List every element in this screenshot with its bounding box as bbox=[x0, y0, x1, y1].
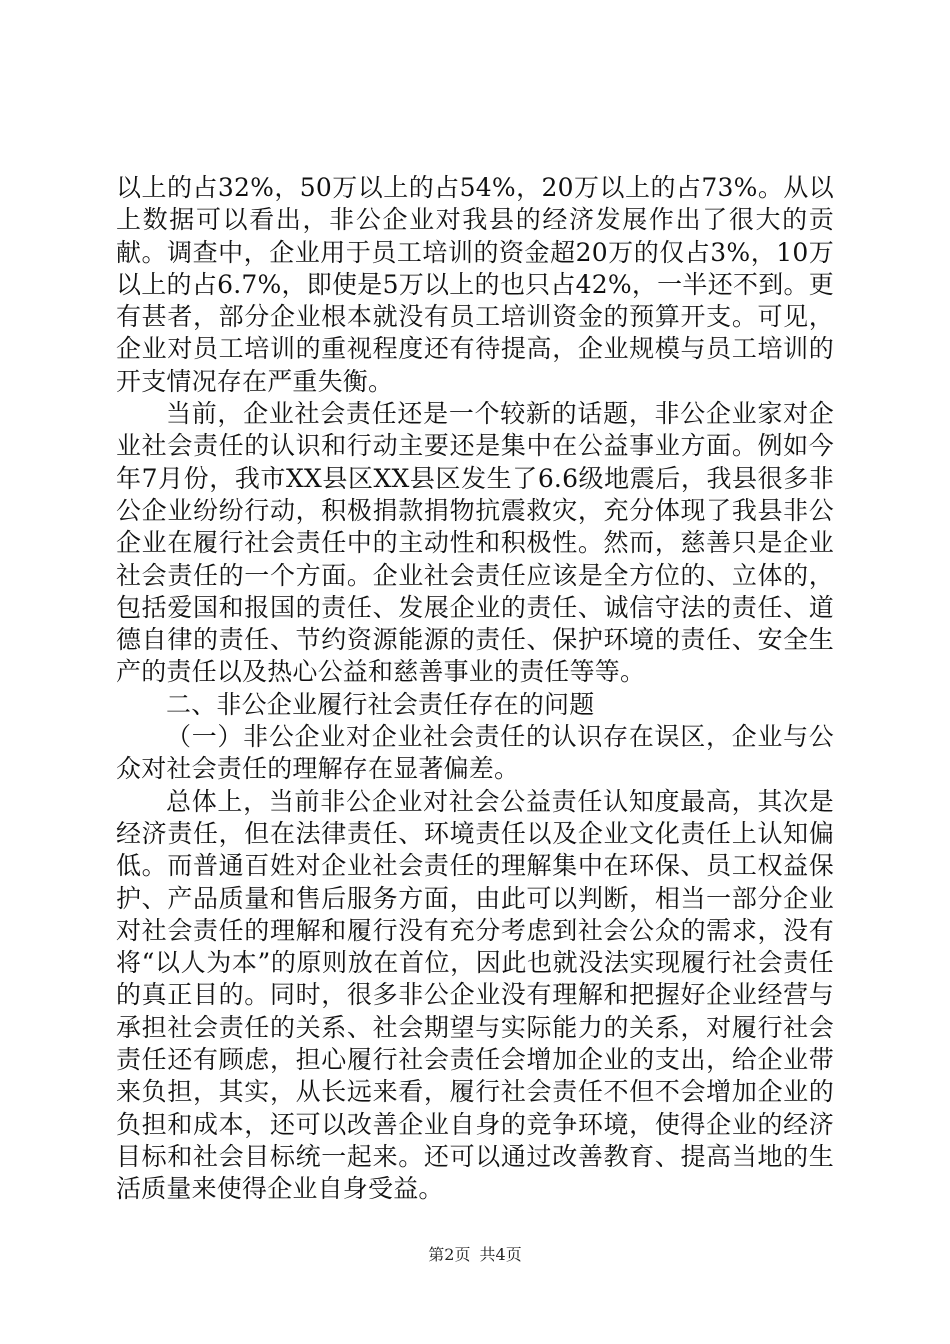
paragraph-2: 当前，企业社会责任还是一个较新的话题，非公企业家对企业社会责任的认识和行动主要还是集中在公益事业方面。例如今年7月份，我市XX县区XX县区发生了6.6级地震后，我县很多非公企业纷纷行动，积极捐款捐物抗震救灾，充分体现了我县非公企业在履行社会责任中的主动性和积极性。然而，慈善只是企业社会责任的一个方面。企业社会责任应该是全方位的、立体的，包括爱国和报国的责任、发展企业的责任、诚信守法的责任、道德自律的责任、节约资源能源的责任、保护环境的责任、安全生产的责任以及热心公益和慈善事业的责任等等。 bbox=[116, 399, 834, 687]
paragraph-1: 以上的占32%，50万以上的占54%，20万以上的占73%。从以上数据可以看出，非公企业对我县的经济发展作出了很大的贡献。调查中，企业用于员工培训的资金超20万的仅占3%，10万以上的占6.7%，即使是5万以上的也只占42%，一半还不到。更有甚者，部分企业根本就没有员工培训资金的预算开支。可见，企业对员工培训的重视程度还有待提高，企业规模与员工培训的开支情况存在严重失衡。 bbox=[116, 173, 834, 396]
page-footer bbox=[0, 1244, 950, 1266]
page-total: 共4页 bbox=[479, 1245, 522, 1264]
document-body bbox=[116, 172, 834, 1206]
section-heading: 二、非公企业履行社会责任存在的问题 bbox=[166, 689, 595, 719]
page-number: 第2页 bbox=[428, 1245, 471, 1264]
paragraph-3: 总体上，当前非公企业对社会公益责任认知度最高，其次是经济责任，但在法律责任、环境责任以及企业文化责任上认知偏低。而普通百姓对企业社会责任的理解集中在环保、员工权益保护、产品质量和售后服务方面，由此可以判断，相当一部分企业对社会责任的理解和履行没有充分考虑到社会公众的需求，没有将“以人为本”的原则放在首位，因此也就没法实现履行社会责任的真正目的。同时，很多非公企业没有理解和把握好企业经营与承担社会责任的关系、社会期望与实际能力的关系，对履行社会责任还有顾虑，担心履行社会责任会增加企业的支出，给企业带来负担，其实，从长远来看，履行社会责任不但不会增加企业的负担和成本，还可以改善企业自身的竞争环境，使得企业的经济目标和社会目标统一起来。还可以通过改善教育、提高当地的生活质量来使得企业自身受益。 bbox=[116, 786, 834, 1204]
subsection-heading: （一）非公企业对企业社会责任的认识存在误区，企业与公众对社会责任的理解存在显著偏差。 bbox=[116, 722, 834, 784]
